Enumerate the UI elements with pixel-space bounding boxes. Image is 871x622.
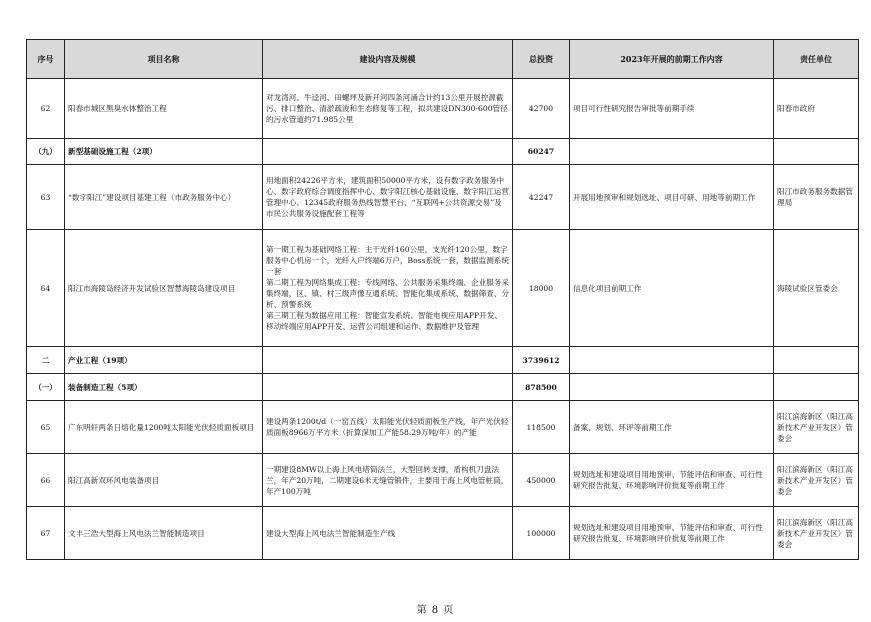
row-invest: 118500	[513, 401, 570, 454]
project-table	[26, 39, 859, 560]
row-name: 文丰三浩大型海上风电法兰智能制造项目	[65, 507, 263, 560]
section-empty	[570, 347, 774, 374]
section-name: 产业工程（19项）	[65, 347, 263, 374]
section-no: （一）	[27, 374, 65, 401]
row-content: 用地面积24226平方米，建筑面积50000平方米，设有数字政务服务中心、数字政府综合调度指挥中心、数字阳江核心基础设施、数字阳江运营管理中心、12345政府服务热线智慧平台、“互联网+公共资源交易”及市民公共服务设施配套工程等	[263, 165, 513, 230]
table-row	[27, 79, 859, 139]
page-number: 第 8 页	[416, 605, 455, 616]
row-work: 开展用地预审和规划选址、项目可研、用地等前期工作	[570, 165, 774, 230]
row-work: 规划选址和建设项目用地预审、节能评估和审查、可行性研究报告批复、环境影响评价批复等前期工作	[570, 507, 774, 560]
row-no: 62	[27, 79, 65, 139]
section-name: 新型基础设施工程（2项）	[65, 139, 263, 165]
section-invest: 60247	[513, 139, 570, 165]
section-empty	[774, 374, 859, 401]
section-invest: 878500	[513, 374, 570, 401]
header-name: 项目名称	[65, 40, 263, 79]
row-work: 项目可行性研究报告审批等前期手续	[570, 79, 774, 139]
row-invest: 42247	[513, 165, 570, 230]
row-no: 63	[27, 165, 65, 230]
section-invest: 3739612	[513, 347, 570, 374]
row-work: 规划选址和建设项目用地预审、节能评估和审查、可行性研究报告批复、环境影响评价批复等前期工作	[570, 454, 774, 507]
row-unit: 阳江滨海新区（阳江高新技术产业开发区）管委会	[774, 401, 859, 454]
row-unit: 阳江滨海新区（阳江高新技术产业开发区）管委会	[774, 507, 859, 560]
row-content: 建设大型海上风电法兰智能制造生产线	[263, 507, 513, 560]
row-name: 阳江高新双环风电装备项目	[65, 454, 263, 507]
section-empty	[263, 139, 513, 165]
header-work: 2023年开展的前期工作内容	[570, 40, 774, 79]
table-row	[27, 165, 859, 230]
row-name: “数字阳江”建设项目基建工程（市政务服务中心）	[65, 165, 263, 230]
section-no: （九）	[27, 139, 65, 165]
row-unit: 阳春市政府	[774, 79, 859, 139]
header-row	[27, 40, 859, 79]
header-content: 建设内容及规模	[263, 40, 513, 79]
row-unit: 阳江市政务服务数据管理局	[774, 165, 859, 230]
section-empty	[570, 374, 774, 401]
section-name: 装备制造工程（5项）	[65, 374, 263, 401]
header-unit: 责任单位	[774, 40, 859, 79]
row-unit: 海陵试验区管委会	[774, 230, 859, 347]
table-row	[27, 507, 859, 560]
section-no: 二	[27, 347, 65, 374]
row-name: 广东明轩两条日熔化量1200吨太阳能光伏轻质面板项目	[65, 401, 263, 454]
section-row	[27, 374, 859, 401]
row-no: 65	[27, 401, 65, 454]
row-work: 信息化项目前期工作	[570, 230, 774, 347]
row-no: 66	[27, 454, 65, 507]
table-row	[27, 230, 859, 347]
section-empty	[570, 139, 774, 165]
row-no: 67	[27, 507, 65, 560]
section-empty	[774, 139, 859, 165]
row-invest: 42700	[513, 79, 570, 139]
row-invest: 450000	[513, 454, 570, 507]
row-content: 一期建设8MW以上海上风电塔筒法兰，大型回转支撑，盾构机刀盘法兰，年产20万吨，二期建设6米无缝管锻件，主要用于海上风电管桩筒，年产100万吨	[263, 454, 513, 507]
table-row	[27, 401, 859, 454]
row-content: 对龙湾河、牛迳河、田螺坪及新开河四条河涌合计约13公里开展控源截污、排口整治、清淤疏浚和生态修复等工程，拟共建设DN300-600管径的污水管道约71.985公里	[263, 79, 513, 139]
header-no: 序号	[27, 40, 65, 79]
section-row	[27, 139, 859, 165]
row-name: 阳春市城区黑臭水体整治工程	[65, 79, 263, 139]
row-content: 第一期工程为基础网络工程：主干光纤160公里，支光纤120公里，数字服务中心机房一个，光纤入户终端6万户，Boss系统一套，数据监测系统一套 第二期工程为网络集成工程：专线网络、公共服务采集终端、企业服务采集终端，区、镇、村三级声像互通系统、智能化集成系统、数据筛查、分析、预警系统 第三期工程为数据应用工程：智能宣发系统、智能电视应用APP开发、移动终端应用APP开发、运营公司组建和运作、数据维护及管理	[263, 230, 513, 347]
row-unit: 阳江滨海新区（阳江高新技术产业开发区）管委会	[774, 454, 859, 507]
row-content: 建设两条1200t/d（一窑五线）太阳能光伏轻质面板生产线，年产光伏轻质面板8966万平方米（折算深加工产能58.29万吨/年）的产能	[263, 401, 513, 454]
table-row	[27, 454, 859, 507]
row-invest: 18000	[513, 230, 570, 347]
row-work: 备案、规划、环评等前期工作	[570, 401, 774, 454]
section-empty	[263, 347, 513, 374]
section-empty	[774, 347, 859, 374]
row-no: 64	[27, 230, 65, 347]
section-empty	[263, 374, 513, 401]
row-name: 阳江市海陵岛经济开发试验区智慧海陵岛建设项目	[65, 230, 263, 347]
header-invest: 总投资	[513, 40, 570, 79]
section-row	[27, 347, 859, 374]
row-invest: 100000	[513, 507, 570, 560]
